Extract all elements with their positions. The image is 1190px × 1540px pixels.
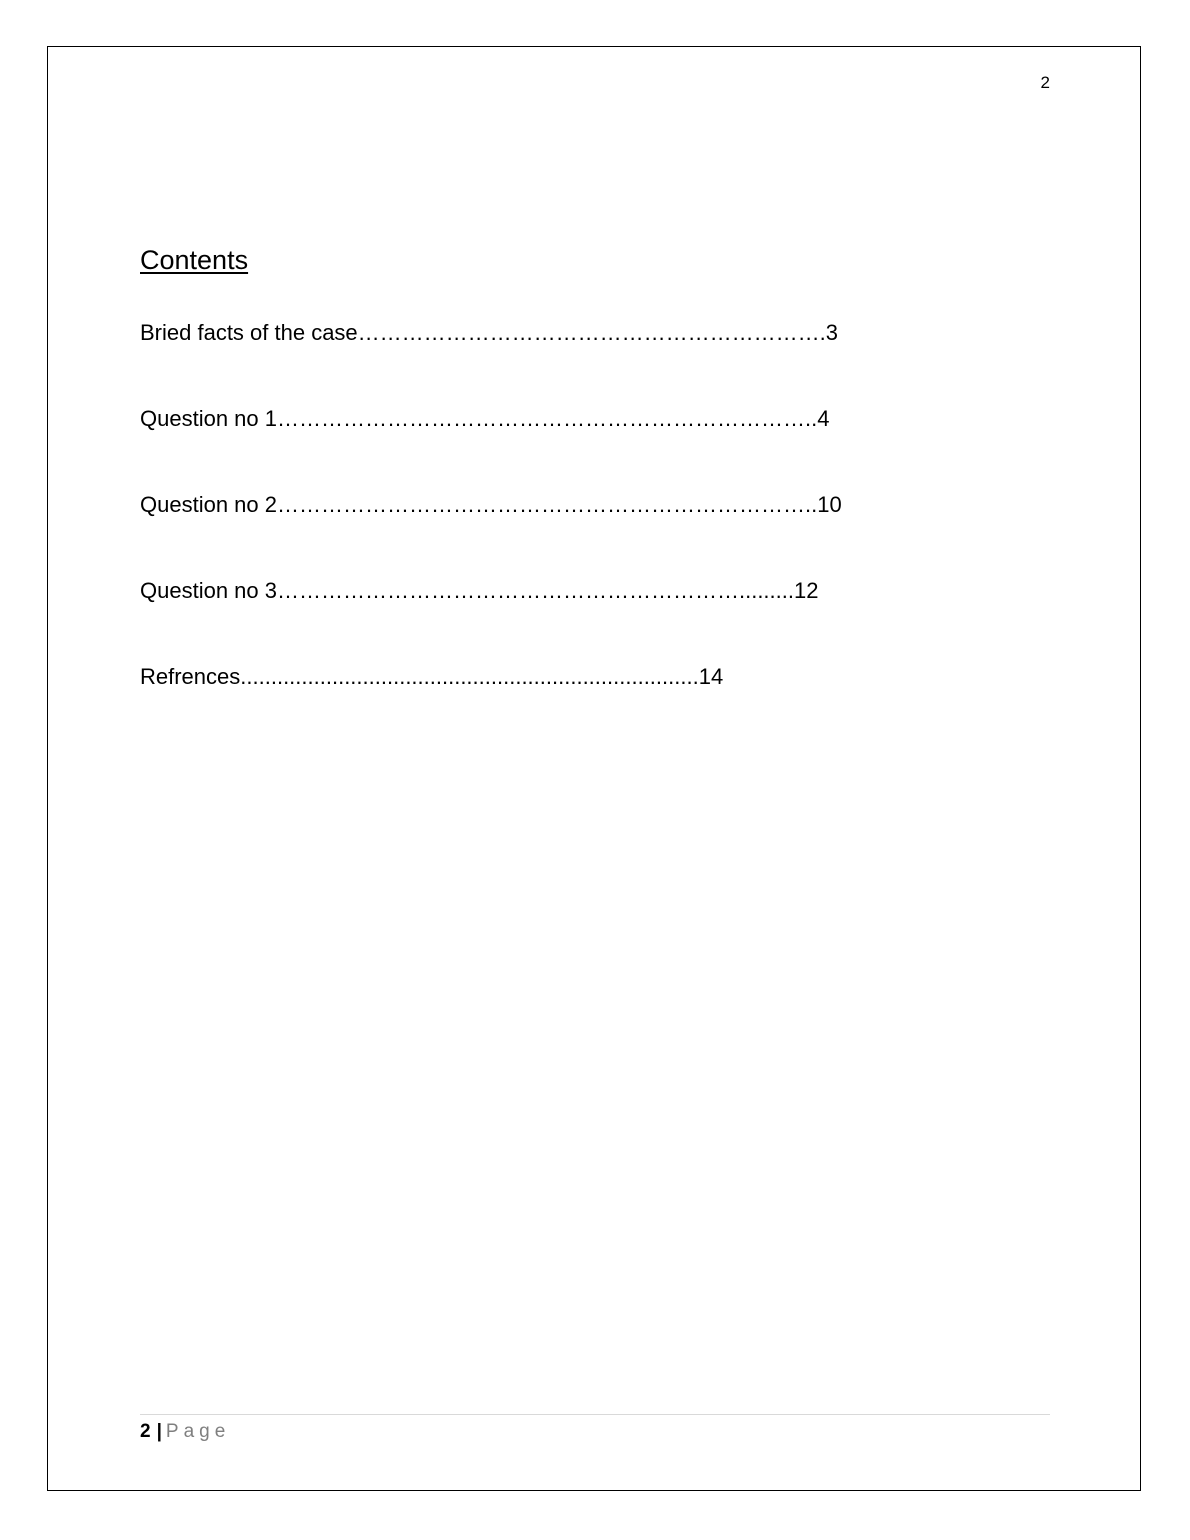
- toc-leader: ………………………………………………………………..: [276, 492, 818, 517]
- page-footer: [140, 1419, 230, 1445]
- toc-entry-label: Question no 1: [140, 406, 277, 431]
- contents-heading: Contents: [140, 245, 249, 275]
- toc-leader: ...........................................................................: [240, 664, 699, 689]
- toc-entry-label: Refrences: [140, 664, 241, 689]
- toc-entry-label: Bried facts of the case: [140, 320, 358, 345]
- toc-entry-question-1[interactable]: [140, 404, 842, 434]
- toc-entry-references[interactable]: [140, 662, 842, 692]
- toc-entry-question-2[interactable]: [140, 490, 842, 520]
- footer-divider: [140, 1414, 1050, 1415]
- footer-separator: |: [156, 1421, 162, 1442]
- toc-entry-page: 3: [825, 320, 839, 345]
- toc-entry-page: 14: [698, 664, 724, 689]
- toc-entry-question-3[interactable]: [140, 576, 842, 606]
- toc-leader: ……………………………………………………….: [357, 320, 826, 345]
- toc-entry-label: Question no 2: [140, 492, 277, 517]
- toc-entry-page: 10: [817, 492, 842, 517]
- toc-entry-label: Question no 3: [140, 578, 277, 603]
- toc-entry-brief-facts[interactable]: [140, 318, 842, 348]
- toc-entry-page: 4: [817, 406, 830, 431]
- footer-page-number: 2: [140, 1421, 151, 1442]
- header-page-number: 2: [1040, 73, 1050, 92]
- footer-page-label: Page: [165, 1421, 231, 1442]
- table-of-contents: [140, 318, 842, 748]
- toc-entry-page: 12: [794, 578, 819, 603]
- toc-leader: ……………………………………………………….........: [276, 578, 794, 603]
- toc-leader: ………………………………………………………………..: [276, 406, 818, 431]
